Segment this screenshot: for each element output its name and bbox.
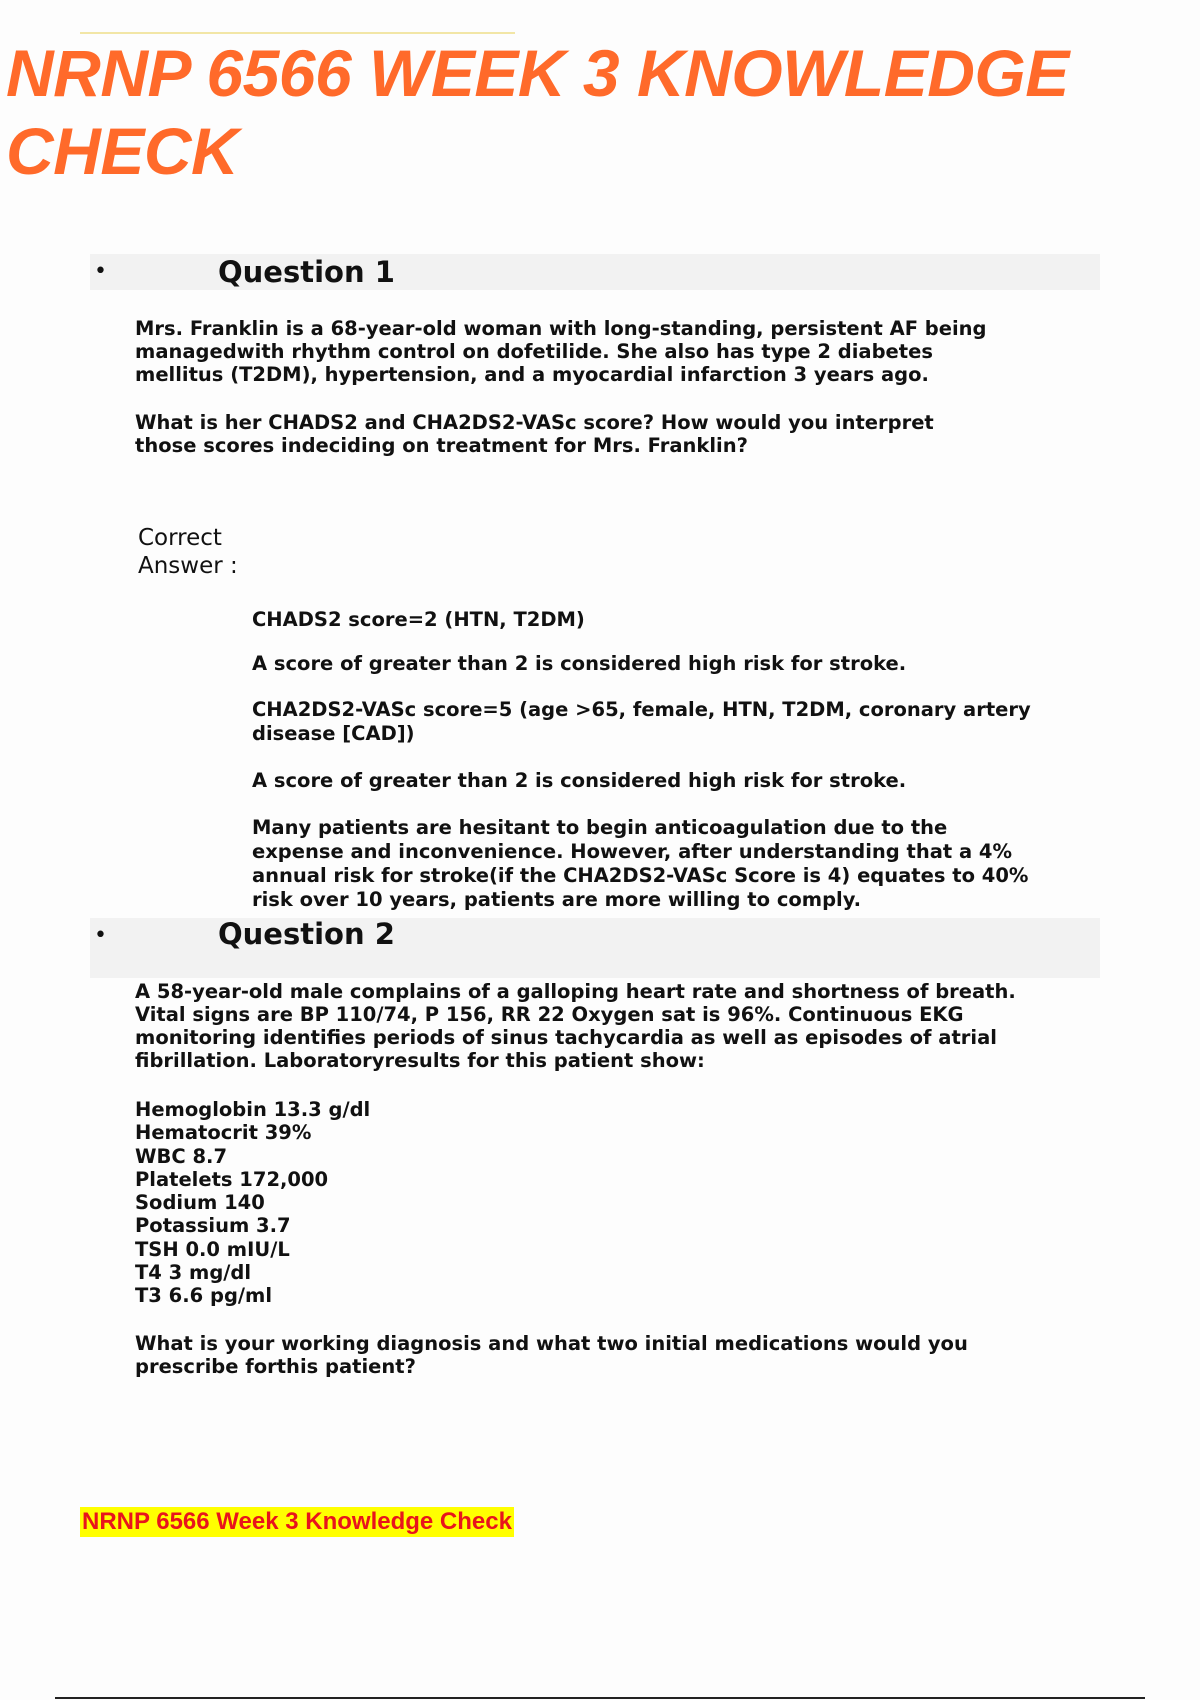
lab-result: Platelets 172,000 [135, 1167, 329, 1191]
correct-answer-label: Correct Answer : [138, 525, 238, 579]
question-1-prompt: What is her CHADS2 and CHA2DS2-VASc score? How would you interpret those scores indeciding on treatment for Mrs. Franklin? [135, 411, 934, 457]
answer-line: A score of greater than 2 is considered high risk for stroke. [252, 769, 907, 792]
bottom-divider [55, 1697, 1145, 1699]
answer-line: CHADS2 score=2 (HTN, T2DM) [252, 608, 585, 631]
question-2-stem: A 58-year-old male complains of a galloping heart rate and shortness of breath. Vital signs are BP 110/74, P 156, RR 22 Oxygen sat is 96%. Continuous EKG monitoring identifies periods of sinus tachycardia as well as episodes of atrial fibrillation. Laboratoryresults for this patient show: [135, 980, 1016, 1072]
lab-result: T4 3 mg/dl [135, 1261, 252, 1285]
lab-result: TSH 0.0 mIU/L [135, 1237, 290, 1261]
document-title: NRNP 6566 WEEK 3 KNOWLEDGE CHECK [6, 36, 1069, 188]
question-2-prompt: What is your working diagnosis and what two initial medications would you prescribe forthis patient? [135, 1332, 968, 1378]
lab-result: T3 6.6 pg/ml [135, 1284, 273, 1308]
question-2-label: Question 2 [218, 917, 395, 951]
lab-result: Hemoglobin 13.3 g/dl [135, 1098, 371, 1121]
lab-results-list [135, 1098, 370, 1308]
answer-line: A score of greater than 2 is considered high risk for stroke. [252, 652, 907, 675]
question-1-stem: Mrs. Franklin is a 68-year-old woman with long-standing, persistent AF being managedwith rhythm control on dofetilide. She also has type 2 diabetes mellitus (T2DM), hypertension, and a myocardial infarction 3 years ago. [135, 317, 987, 386]
answer-line: Many patients are hesitant to begin anticoagulation due to the expense and inconvenience. However, after understanding that a 4% annual risk for stroke(if the CHA2DS2-VASc Score is 4) equates to 40% risk over 10 years, patients are more willing to comply. [252, 816, 1029, 911]
lab-result: WBC 8.7 [135, 1144, 228, 1168]
answer-line: CHA2DS2-VASc score=5 (age >65, female, HTN, T2DM, coronary artery disease [CAD]) [252, 698, 1031, 745]
bullet-icon: • [94, 923, 107, 948]
footer-link[interactable]: NRNP 6566 Week 3 Knowledge Check [82, 1508, 512, 1535]
lab-result: Hematocrit 39% [135, 1121, 312, 1145]
question-1-label: Question 1 [218, 255, 395, 289]
bullet-icon: • [94, 259, 107, 284]
lab-result: Sodium 140 [135, 1191, 265, 1215]
lab-result: Potassium 3.7 [135, 1214, 291, 1238]
